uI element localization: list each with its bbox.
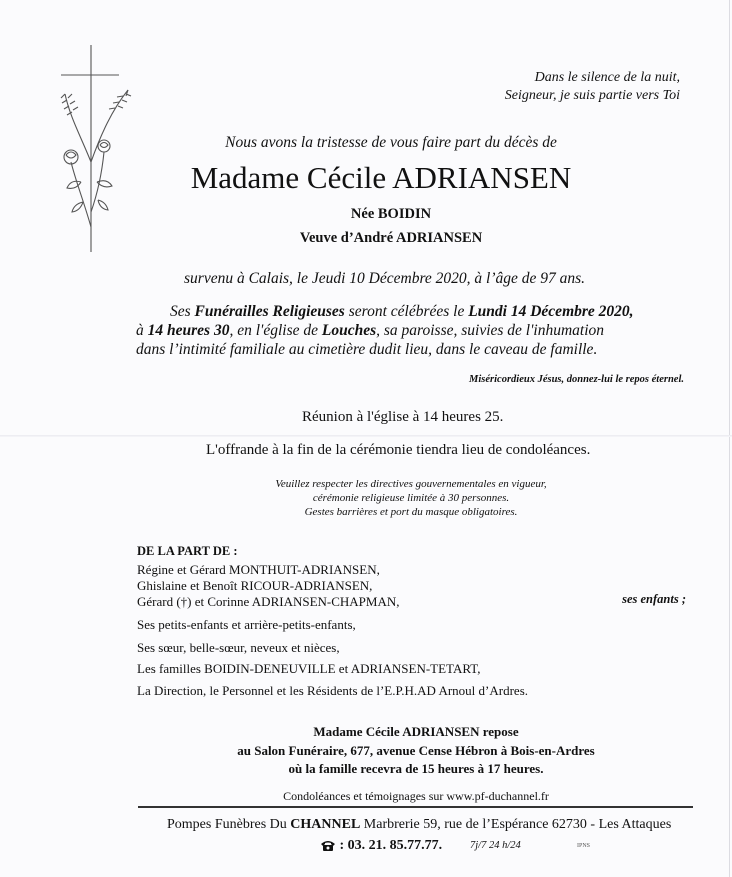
child-3: Gérard (†) et Corinne ADRIANSEN-CHAPMAN, bbox=[137, 594, 400, 609]
nee-name: BOIDIN bbox=[377, 206, 432, 222]
funeral-line-2 bbox=[136, 322, 604, 340]
family-1: Ses petits-enfants et arrière-petits-enfants, bbox=[137, 617, 356, 632]
epigraph-line-1: Dans le silence de la nuit, bbox=[534, 70, 680, 85]
funeral-b1: à bbox=[136, 322, 148, 339]
nee-line bbox=[0, 206, 732, 223]
condoleances-text: Condoléances et témoignages sur www.pf-duchannel.fr bbox=[283, 789, 549, 803]
veuve-name: ADRIANSEN bbox=[395, 230, 483, 246]
funeral-a1: Ses bbox=[170, 303, 195, 320]
deceased-name: Madame Cécile ADRIANSEN bbox=[190, 160, 572, 195]
funeral-b5: , sa paroisse, suivies de l'inhumation bbox=[376, 322, 605, 339]
funeral-line-1 bbox=[170, 303, 634, 321]
repose-line-1: Madame Cécile ADRIANSEN repose bbox=[313, 724, 519, 739]
family-2: Ses sœur, belle-sœur, neveux et nièces, bbox=[137, 640, 340, 655]
directives-line-3: Gestes barrières et port du masque obligatoires. bbox=[304, 506, 518, 518]
directives-line-1: Veuillez respecter les directives gouvernementales en vigueur, bbox=[275, 478, 547, 490]
footer-address-line bbox=[167, 817, 671, 833]
footer-address: Marbrerie 59, rue de l’Espérance 62730 - Les Attaques bbox=[360, 817, 672, 832]
footer-phone: : 03. 21. 85.77.77. bbox=[339, 838, 443, 853]
footer-company: CHANNEL bbox=[290, 817, 361, 832]
funeral-time: 14 heures 30 bbox=[147, 322, 230, 339]
paper-fold bbox=[0, 435, 732, 437]
funeral-date: Lundi 14 Décembre 2020, bbox=[468, 303, 634, 320]
repose-line-3: où la famille recevra de 15 heures à 17 heures. bbox=[288, 761, 544, 776]
offrande-text: L'offrande à la fin de la cérémonie tiendra lieu de condoléances. bbox=[206, 442, 591, 458]
nee-label: Née bbox=[350, 206, 375, 222]
veuve-line bbox=[0, 230, 732, 247]
telephone-icon bbox=[320, 839, 336, 856]
funeral-ceremony: Funérailles Religieuses bbox=[194, 303, 345, 320]
death-text: survenu à Calais, le Jeudi 10 Décembre 2020, à l’âge de 97 ans. bbox=[184, 270, 586, 287]
intro-text: Nous avons la tristesse de vous faire part du décès de bbox=[225, 134, 557, 151]
reunion-text: Réunion à l'église à 14 heures 25. bbox=[302, 409, 504, 425]
epigraph-line-2: Seigneur, je suis partie vers Toi bbox=[504, 88, 680, 103]
child-2: Ghislaine et Benoît RICOUR-ADRIANSEN, bbox=[137, 578, 373, 593]
footer-phone-line bbox=[320, 838, 442, 856]
prayer-text: Miséricordieux Jésus, donnez-lui le repos éternel. bbox=[469, 374, 684, 385]
footer-prefix: Pompes Funèbres Du bbox=[167, 817, 291, 832]
family-3: Les familles BOIDIN-DENEUVILLE et ADRIANSEN-TETART, bbox=[137, 661, 481, 676]
children-label: ses enfants ; bbox=[622, 592, 686, 606]
footer-code: IPNS bbox=[577, 843, 591, 849]
family-4: La Direction, le Personnel et les Résidents de l’E.P.H.AD Arnoul d’Ardres. bbox=[137, 683, 529, 698]
directives-line-2: cérémonie religieuse limitée à 30 personnes. bbox=[312, 492, 510, 504]
child-1: Régine et Gérard MONTHUIT-ADRIANSEN, bbox=[137, 562, 380, 577]
funeral-b3: , en l'église de bbox=[229, 322, 322, 339]
funeral-church: Louches bbox=[321, 322, 377, 339]
veuve-label: Veuve d’André bbox=[299, 230, 394, 246]
funeral-a3: seront célébrées le bbox=[344, 303, 469, 320]
repose-line-2: au Salon Funéraire, 677, avenue Cense Hébron à Bois-en-Ardres bbox=[237, 743, 595, 758]
funeral-line-3: dans l’intimité familiale au cimetière dudit lieu, dans le caveau de famille. bbox=[136, 341, 598, 358]
footer-rule bbox=[138, 806, 693, 808]
de-la-part-heading: DE LA PART DE : bbox=[137, 544, 238, 558]
footer-hours: 7j/7 24 h/24 bbox=[470, 840, 521, 851]
